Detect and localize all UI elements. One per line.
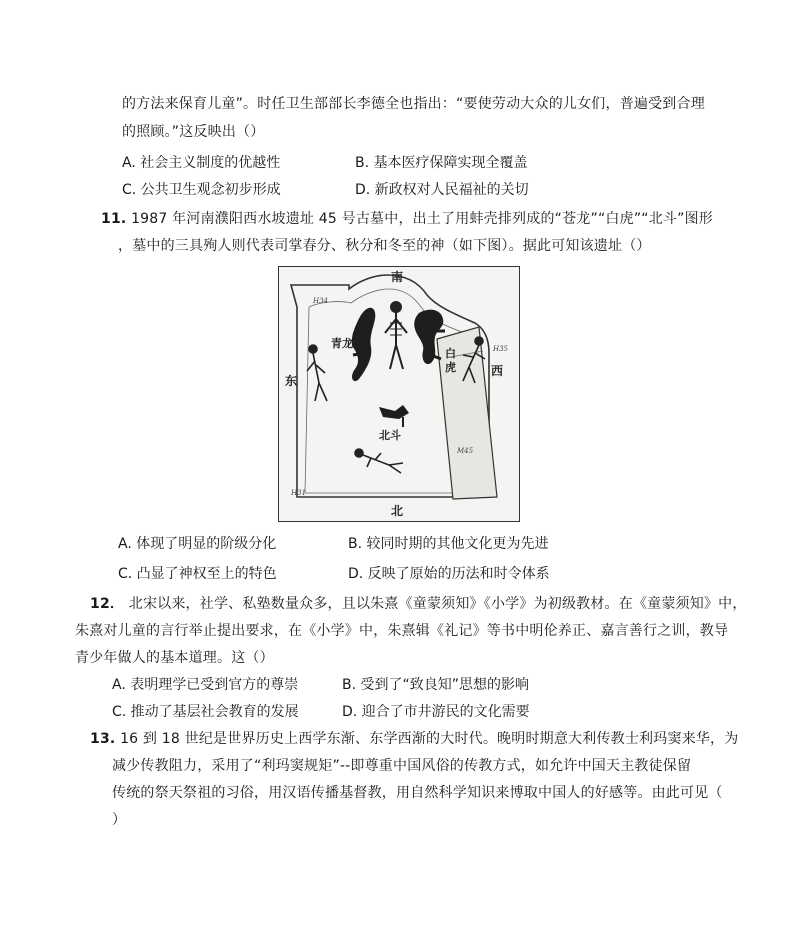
q12-option-c[interactable]: C. 推动了基层社会教育的发展 <box>112 704 299 720</box>
q12-stem-line-2: 朱熹对儿童的言行举止提出要求，在《小学》中，朱熹辑《礼记》等书中明伦养正、嘉言善行之训，教导 <box>75 623 729 639</box>
tag-h35: H35 <box>493 345 509 353</box>
q11-option-b[interactable]: B. 较同时期的其他文化更为先进 <box>348 536 549 552</box>
q12-stem-text-1: 北宋以来，社学、私塾数量众多，且以朱熹《童蒙须知》《小学》为初级教材。在《童蒙须知》中， <box>128 596 747 612</box>
dipper-mosaic-icon <box>379 405 409 419</box>
skeleton-north-icon <box>355 449 403 473</box>
label-dipper: 北斗 <box>379 429 401 442</box>
label-east: 东 <box>285 374 298 388</box>
q11-option-a[interactable]: A. 体现了明显的阶级分化 <box>118 536 277 552</box>
label-tiger-1: 白 <box>445 347 456 360</box>
q13-stem-line-4: ） <box>112 812 127 828</box>
label-south: 南 <box>391 270 404 284</box>
q11-stem-line-1 <box>101 209 713 229</box>
q10-stem-line-2: 的照顾。”这反映出（） <box>122 124 265 140</box>
dragon-mosaic-icon <box>352 308 376 381</box>
q12-option-b[interactable]: B. 受到了“致良知”思想的影响 <box>342 677 530 693</box>
q13-stem-text-1: 16 到 18 世纪是世界历史上西学东渐、东学西渐的大时代。晚明时期意大利传教士利玛窦来华，为 <box>120 731 739 747</box>
q13-stem-line-1 <box>90 729 738 749</box>
q11-number: 11. <box>101 211 127 227</box>
label-tiger-2: 虎 <box>445 361 456 374</box>
q12-stem-line-3: 青少年做人的基本道理。这（） <box>75 650 274 666</box>
q10-option-a[interactable]: A. 社会主义制度的优越性 <box>122 155 281 171</box>
q12-option-a[interactable]: A. 表明理学已受到官方的尊崇 <box>112 677 299 693</box>
tag-h31: H31 <box>291 489 307 497</box>
q13-number: 13. <box>90 731 116 747</box>
q10-stem-line-1: 的方法来保育儿童”。时任卫生部部长李德全也指出：“要使劳动大众的儿女们，普遍受到合理 <box>122 96 705 112</box>
q13-stem-line-3: 传统的祭天祭祖的习俗，用汉语传播基督教，用自然科学知识来博取中国人的好感等。由此可见（ <box>112 785 723 801</box>
tag-m45: M45 <box>457 447 474 455</box>
q12-option-d[interactable]: D. 迎合了市井游民的文化需要 <box>342 704 530 720</box>
label-dragon: 青龙 <box>331 337 353 350</box>
skeleton-center-icon <box>385 302 407 369</box>
q12-stem-line-1 <box>90 594 747 614</box>
label-west: 西 <box>491 364 504 378</box>
q10-option-b[interactable]: B. 基本医疗保障实现全覆盖 <box>355 155 528 171</box>
q10-option-c[interactable]: C. 公共卫生观念初步形成 <box>122 182 281 198</box>
q11-stem-text-1: 1987 年河南濮阳西水坡遗址 45 号古墓中，出土了用蚌壳排列成的“苍龙”“白虎”“北斗”图形 <box>131 211 713 227</box>
tomb-diagram <box>278 266 520 522</box>
q11-stem-line-2: ，墓中的三具殉人则代表司掌春分、秋分和冬至的神（如下图）。据此可知该遗址（） <box>118 238 651 254</box>
q13-stem-line-2: 减少传教阻力，采用了“利玛窦规矩”--即尊重中国风俗的传教方式，如允许中国天主教徒保留 <box>112 758 692 774</box>
q11-option-d[interactable]: D. 反映了原始的历法和时令体系 <box>348 566 550 582</box>
q12-number: 12． <box>90 596 125 612</box>
q10-option-d[interactable]: D. 新政权对人民福祉的关切 <box>355 182 529 198</box>
skeleton-east-icon <box>307 345 327 401</box>
tag-h34: H34 <box>313 297 329 305</box>
q11-option-c[interactable]: C. 凸显了神权至上的特色 <box>118 566 277 582</box>
label-north: 北 <box>391 504 404 518</box>
